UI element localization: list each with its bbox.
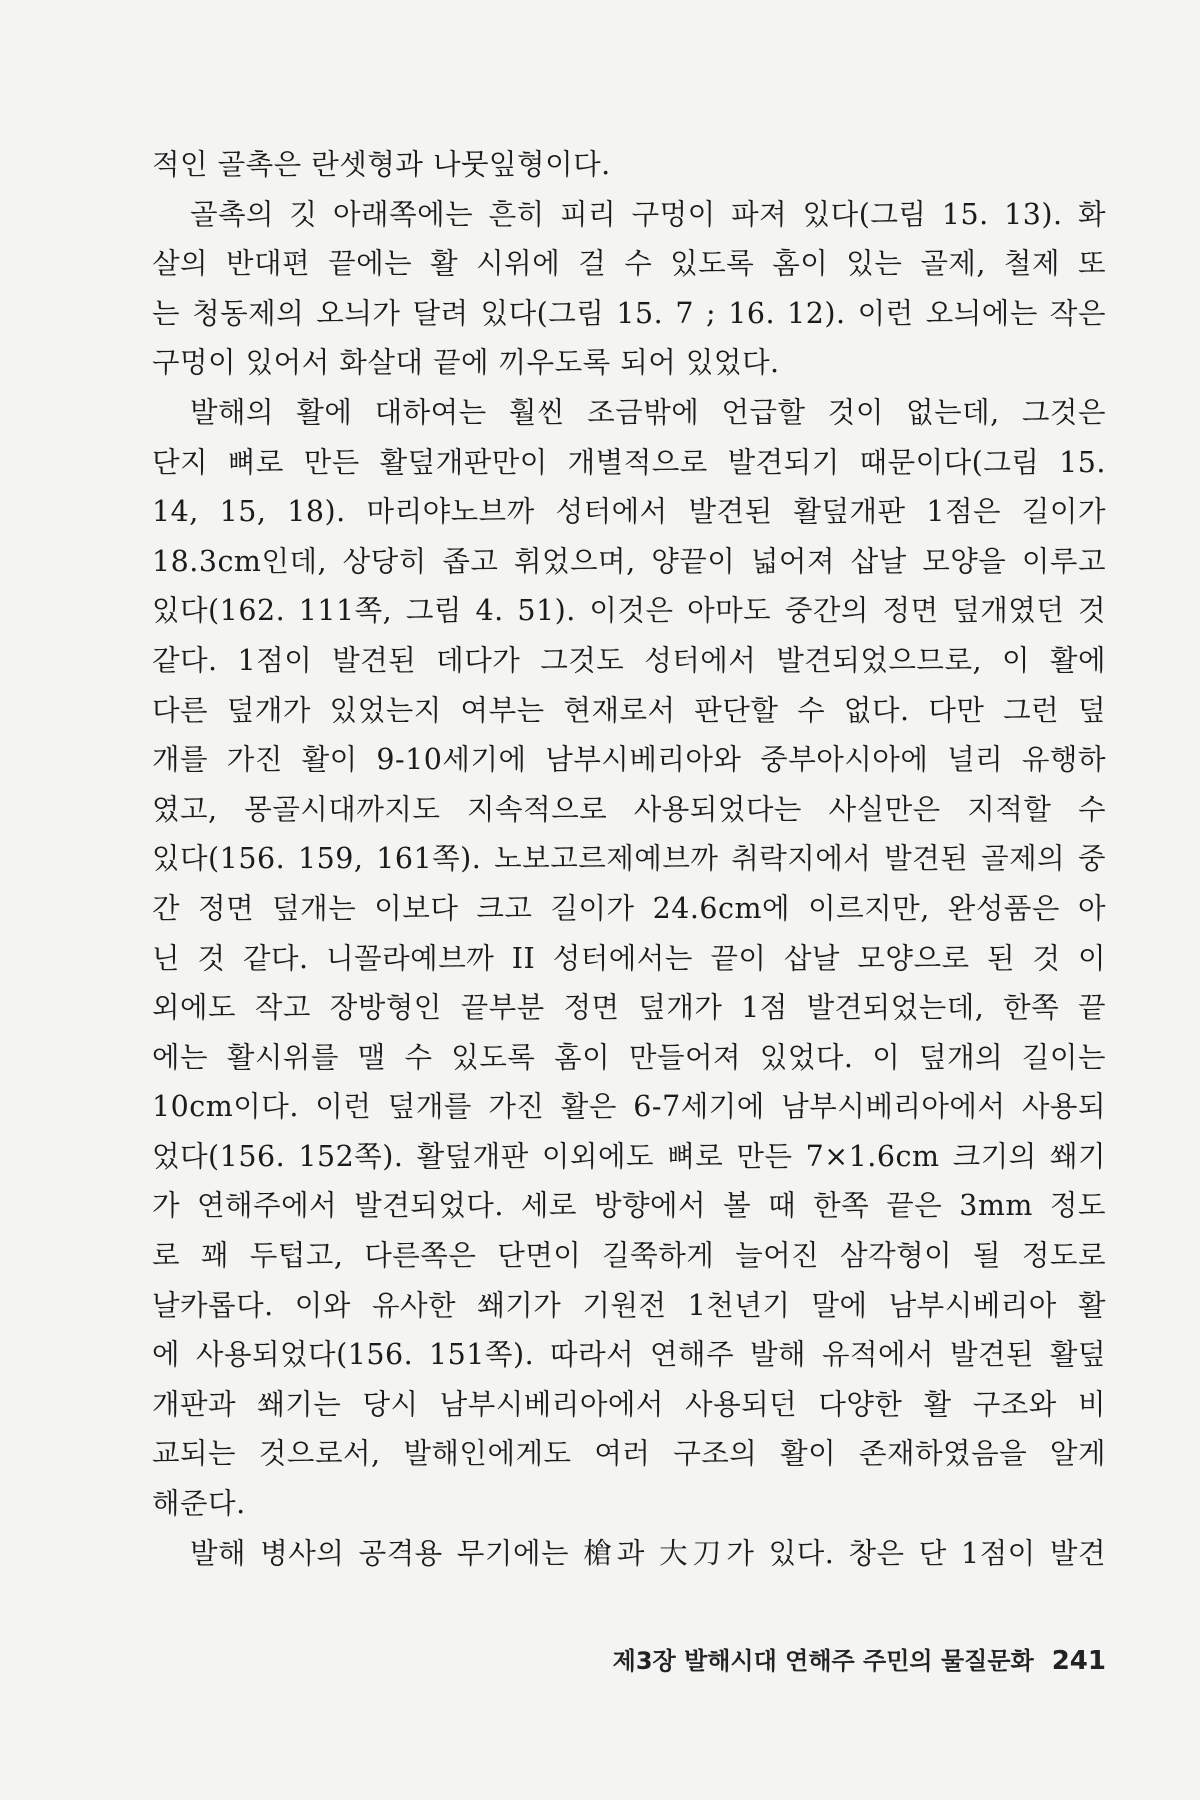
text-line: 날카롭다. 이와 유사한 쐐기가 기원전 1천년기 말에 남부시베리아 활 xyxy=(152,1288,1106,1322)
text-line: 단지 뼈로 만든 활덮개판만이 개별적으로 발견되기 때문이다(그림 15. xyxy=(152,445,1106,479)
text-line: 같다. 1점이 발견된 데다가 그것도 성터에서 발견되었으므로, 이 활에 xyxy=(152,643,1106,677)
text-line: 14, 15, 18). 마리야노브까 성터에서 발견된 활덮개판 1점은 길이가 xyxy=(152,495,1106,529)
text-line: 교되는 것으로서, 발해인에게도 여러 구조의 활이 존재하였음을 알게 xyxy=(152,1437,1106,1471)
text-line: 해준다. xyxy=(152,1487,246,1521)
text-line: 닌 것 같다. 니꼴라예브까 II 성터에서는 끝이 삽날 모양으로 된 것 이 xyxy=(152,941,1106,975)
text-line: 10cm이다. 이런 덮개를 가진 활은 6-7세기에 남부시베리아에서 사용되 xyxy=(152,1090,1106,1124)
text-line: 개를 가진 활이 9-10세기에 남부시베리아와 중부아시아에 널리 유행하 xyxy=(152,743,1106,777)
text-line: 적인 골촉은 란셋형과 나뭇잎형이다. xyxy=(152,148,611,181)
text-line: 있다(156. 159, 161쪽). 노보고르제예브까 취락지에서 발견된 골제의 중 xyxy=(152,842,1106,876)
text-line: 구멍이 있어서 화살대 끝에 끼우도록 되어 있었다. xyxy=(152,346,780,380)
text-line: 는 청동제의 오늬가 달려 있다(그림 15. 7 ; 16. 12). 이런 오늬에는 작은 xyxy=(152,296,1106,330)
text-line: 개판과 쐐기는 당시 남부시베리아에서 사용되던 다양한 활 구조와 비 xyxy=(152,1387,1106,1421)
text-line: 었다(156. 152쪽). 활덮개판 이외에도 뼈로 만든 7×1.6cm 크기의 쐐기 xyxy=(152,1139,1106,1173)
text-line: 에는 활시위를 맬 수 있도록 홈이 만들어져 있었다. 이 덮개의 길이는 xyxy=(152,1040,1106,1074)
page-number: 241 xyxy=(1051,1646,1106,1676)
text-line: 에 사용되었다(156. 151쪽). 따라서 연해주 발해 유적에서 발견된 활덮 xyxy=(152,1338,1106,1372)
text-line: 있다(162. 111쪽, 그림 4. 51). 이것은 아마도 중간의 정면 덮개였던 것 xyxy=(152,594,1106,628)
body-text xyxy=(152,140,1106,1578)
text-line: 간 정면 덮개는 이보다 크고 길이가 24.6cm에 이르지만, 완성품은 아 xyxy=(152,891,1106,925)
text-line: 였고, 몽골시대까지도 지속적으로 사용되었다는 사실만은 지적할 수 xyxy=(152,792,1106,826)
text-line: 발해 병사의 공격용 무기에는 槍과 大刀가 있다. 창은 단 1점이 발견 xyxy=(190,1536,1106,1570)
text-line: 다른 덮개가 있었는지 여부는 현재로서 판단할 수 없다. 다만 그런 덮 xyxy=(152,693,1106,727)
chapter-title: 제3장 발해시대 연해주 주민의 물질문화 xyxy=(612,1647,1034,1675)
running-footer xyxy=(520,1641,1106,1676)
text-line: 발해의 활에 대하여는 훨씬 조금밖에 언급할 것이 없는데, 그것은 xyxy=(190,395,1106,429)
text-line: 가 연해주에서 발견되었다. 세로 방향에서 볼 때 한쪽 끝은 3mm 정도 xyxy=(152,1189,1106,1223)
text-line: 골촉의 깃 아래쪽에는 흔히 피리 구멍이 파져 있다(그림 15. 13). 화 xyxy=(190,197,1106,231)
text-line: 로 꽤 두텁고, 다른쪽은 단면이 길쭉하게 늘어진 삼각형이 될 정도로 xyxy=(152,1239,1106,1273)
text-line: 외에도 작고 장방형인 끝부분 정면 덮개가 1점 발견되었는데, 한쪽 끝 xyxy=(152,991,1106,1025)
text-line: 18.3cm인데, 상당히 좁고 휘었으며, 양끝이 넓어져 삽날 모양을 이루고 xyxy=(152,544,1106,578)
text-line: 살의 반대편 끝에는 활 시위에 걸 수 있도록 홈이 있는 골제, 철제 또 xyxy=(152,247,1106,281)
